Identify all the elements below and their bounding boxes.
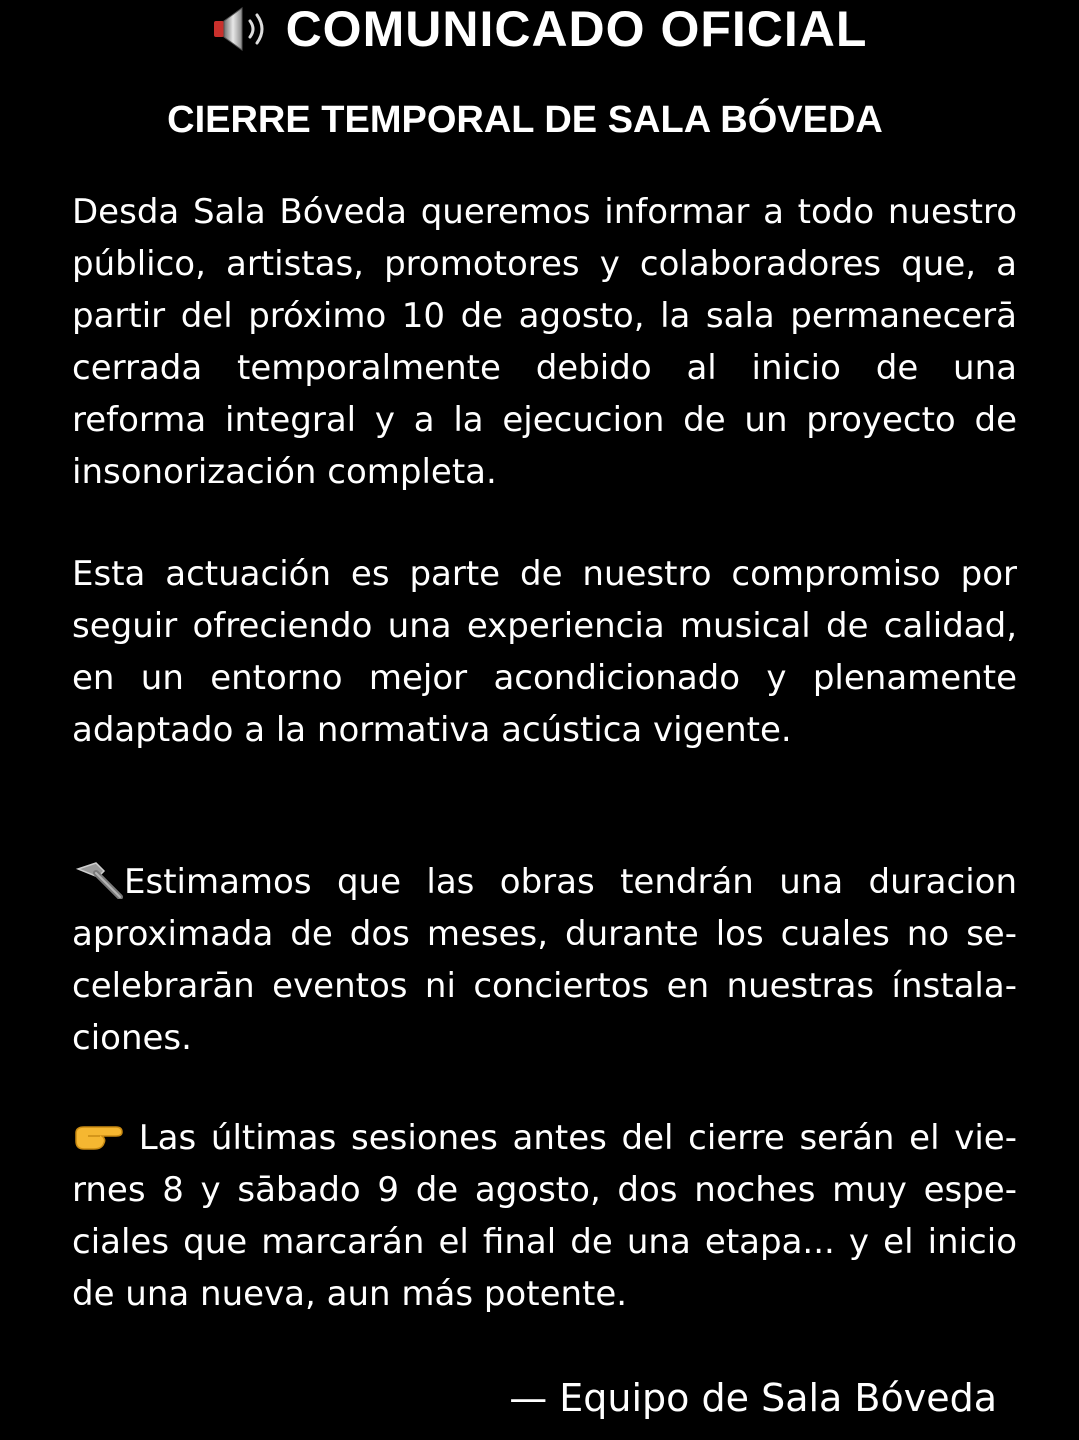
paragraph-text: Desda Sala Bóveda queremos informar a todo nuestro público, artistas, promotores y colaboradores que, a partir del próximo 10 de agosto, la sala permanecerā cerrada temporalmente debido al inicio de una reforma integral y a la ejecucion de un proyecto de insonorización completa. (72, 192, 1017, 492)
hammer-icon (72, 859, 124, 899)
paragraph-text: Las últimas sesiones antes del cierre serán el viernes 8 y sābado 9 de agosto, dos noches muy especiales que marcarán el final de una etapa... y el inicio de una nueva, aun más potente. (72, 1118, 1017, 1314)
paragraph-text: Estimamos que las obras tendrán una duracion aproximada de dos meses, durante los cuales no secelebrarān eventos ni conciertos en nuestras ínstalaciones. (72, 862, 1017, 1058)
paragraph-last-sessions (72, 1112, 1017, 1320)
paragraph-closure-notice (72, 186, 1017, 498)
pointing-hand-icon (72, 1115, 124, 1155)
announcement-header (0, 0, 1079, 58)
paragraph-text: Esta actuación es parte de nuestro compromiso por seguir ofreciendo una experiencia musical de calidad, en un entorno mejor acondicionado y plenamente adaptado a la normativa acústica vigente. (72, 554, 1017, 750)
page-title: COMUNICADO OFICIAL (285, 1, 868, 57)
paragraph-commitment (72, 548, 1017, 756)
paragraph-works-duration (72, 856, 1017, 1064)
signature: — Equipo de Sala Bóveda (509, 1376, 997, 1420)
speaker-icon (212, 4, 276, 54)
page-subtitle: CIERRE TEMPORAL DE SALA BÓVEDA (167, 99, 883, 141)
